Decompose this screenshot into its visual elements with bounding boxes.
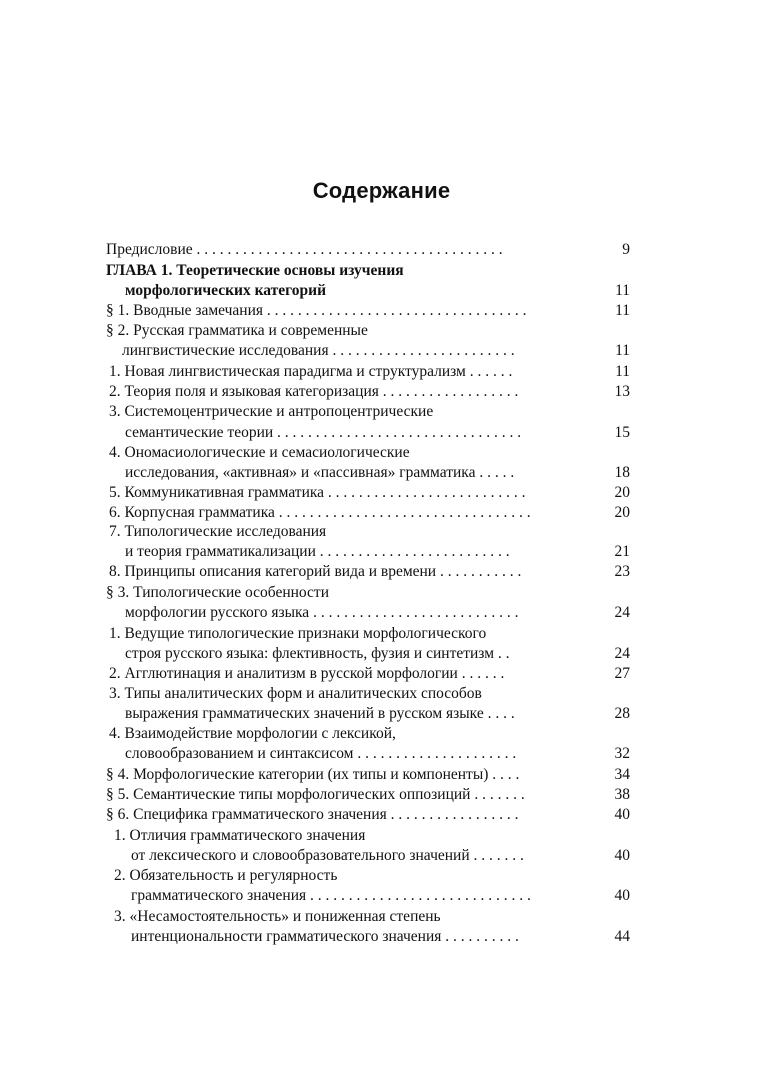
toc-entry: 1. Новая лингвистическая парадигма и структурализм . . . . . . <box>109 363 513 380</box>
toc-page-number: 23 <box>614 563 630 580</box>
toc-page-number: 20 <box>614 484 630 501</box>
toc-entry-cont: выражения грамматических значений в русском языке . . . . <box>125 705 515 722</box>
toc-page-number: 28 <box>614 705 630 722</box>
toc-page-number: 24 <box>614 604 630 621</box>
toc-entry: 6. Корпусная грамматика . . . . . . . . . . . . . . . . . . . . . . . . . . . . . . . . . <box>109 504 531 521</box>
toc-chapter-heading-cont: морфологических категорий <box>125 282 327 299</box>
toc-entry-cont: интенциональности грамматического значения . . . . . . . . . . <box>131 928 519 945</box>
toc-page-number: 21 <box>614 543 630 560</box>
toc-entry: 8. Принципы описания категорий вида и времени . . . . . . . . . . . <box>109 563 522 580</box>
toc-page-number: 40 <box>614 806 630 823</box>
toc-entry: 2. Агглютинация и аналитизм в русской морфологии . . . . . . <box>109 665 505 682</box>
toc-entry: § 6. Специфика грамматического значения . . . . . . . . . . . . . . . . . <box>106 806 519 823</box>
toc-entry-cont: грамматического значения . . . . . . . . . . . . . . . . . . . . . . . . . . . . . <box>131 887 531 904</box>
toc-entry: § 4. Морфологические категории (их типы и компоненты) . . . . <box>106 766 520 783</box>
toc-entry: 2. Теория поля и языковая категоризация . . . . . . . . . . . . . . . . . . <box>109 383 519 400</box>
page-title: Содержание <box>312 178 451 203</box>
toc-entry-cont: от лексического и словообразовательного значений . . . . . . . <box>131 847 524 864</box>
toc-entry-cont: семантические теории . . . . . . . . . . . . . . . . . . . . . . . . . . . . . . . . <box>125 424 522 441</box>
toc-entry: 1. Ведущие типологические признаки морфологического <box>109 625 487 642</box>
toc-entry: 7. Типологические исследования <box>109 523 327 540</box>
toc-entry: 3. «Несамостоятельность» и пониженная степень <box>114 908 441 925</box>
toc-page-number: 24 <box>614 645 630 662</box>
toc-page-number: 15 <box>614 424 630 441</box>
toc-entry: 3. Системоцентрические и антропоцентрические <box>109 403 434 420</box>
toc-chapter-heading: ГЛАВА 1. Теоретические основы изучения <box>106 262 404 279</box>
toc-page-number: 40 <box>614 847 630 864</box>
toc-entry-cont: лингвистические исследования . . . . . . . . . . . . . . . . . . . . . . . . <box>122 342 515 359</box>
toc-entry: 1. Отличия грамматического значения <box>114 827 366 844</box>
toc-entry: § 5. Семантические типы морфологических оппозиций . . . . . . . <box>106 786 525 803</box>
toc-page-number: 18 <box>614 464 630 481</box>
toc-entry: 4. Взаимодействие морфологии с лексикой, <box>109 725 396 742</box>
toc-page-number: 27 <box>614 665 630 682</box>
toc-page-number: 20 <box>614 504 630 521</box>
toc-page-number: 11 <box>615 342 630 359</box>
toc-entry-cont: и теория грамматикализации . . . . . . . . . . . . . . . . . . . . . . . . . <box>125 543 510 560</box>
toc-page-number: 11 <box>615 363 630 380</box>
toc-entry-cont: словообразованием и синтаксисом . . . . . . . . . . . . . . . . . . . . . <box>125 745 517 762</box>
toc-entry: 5. Коммуникативная грамматика . . . . . . . . . . . . . . . . . . . . . . . . . . <box>109 484 526 501</box>
toc-page-number: 32 <box>614 745 630 762</box>
toc-page-number: 40 <box>614 887 630 904</box>
toc-entry-preface: Предисловие . . . . . . . . . . . . . . . . . . . . . . . . . . . . . . . . . . . . . . . . <box>106 241 503 258</box>
toc-page-number: 9 <box>622 241 630 258</box>
toc-page-number: 34 <box>614 766 630 783</box>
toc-entry: 4. Ономасиологические и семасиологические <box>109 444 410 461</box>
toc-entry-cont: морфологии русского языка . . . . . . . . . . . . . . . . . . . . . . . . . . . <box>125 604 519 621</box>
toc-page-number: 11 <box>615 302 630 319</box>
toc-page-number: 11 <box>615 282 630 299</box>
toc-entry: § 2. Русская грамматика и современные <box>106 322 368 339</box>
toc-entry: 2. Обязательность и регулярность <box>114 867 338 884</box>
toc-entry-cont: исследования, «активная» и «пассивная» грамматика . . . . . <box>125 464 515 481</box>
toc-page-number: 38 <box>614 786 630 803</box>
toc-entry-cont: строя русского языка: флективность, фузия и синтетизм . . <box>125 645 510 662</box>
toc-entry: § 3. Типологические особенности <box>106 584 330 601</box>
toc-entry: § 1. Вводные замечания . . . . . . . . . . . . . . . . . . . . . . . . . . . . . . . . . . <box>106 302 527 319</box>
toc-entry: 3. Типы аналитических форм и аналитических способов <box>109 685 482 702</box>
toc-page-number: 44 <box>614 928 630 945</box>
toc-page-number: 13 <box>614 383 630 400</box>
